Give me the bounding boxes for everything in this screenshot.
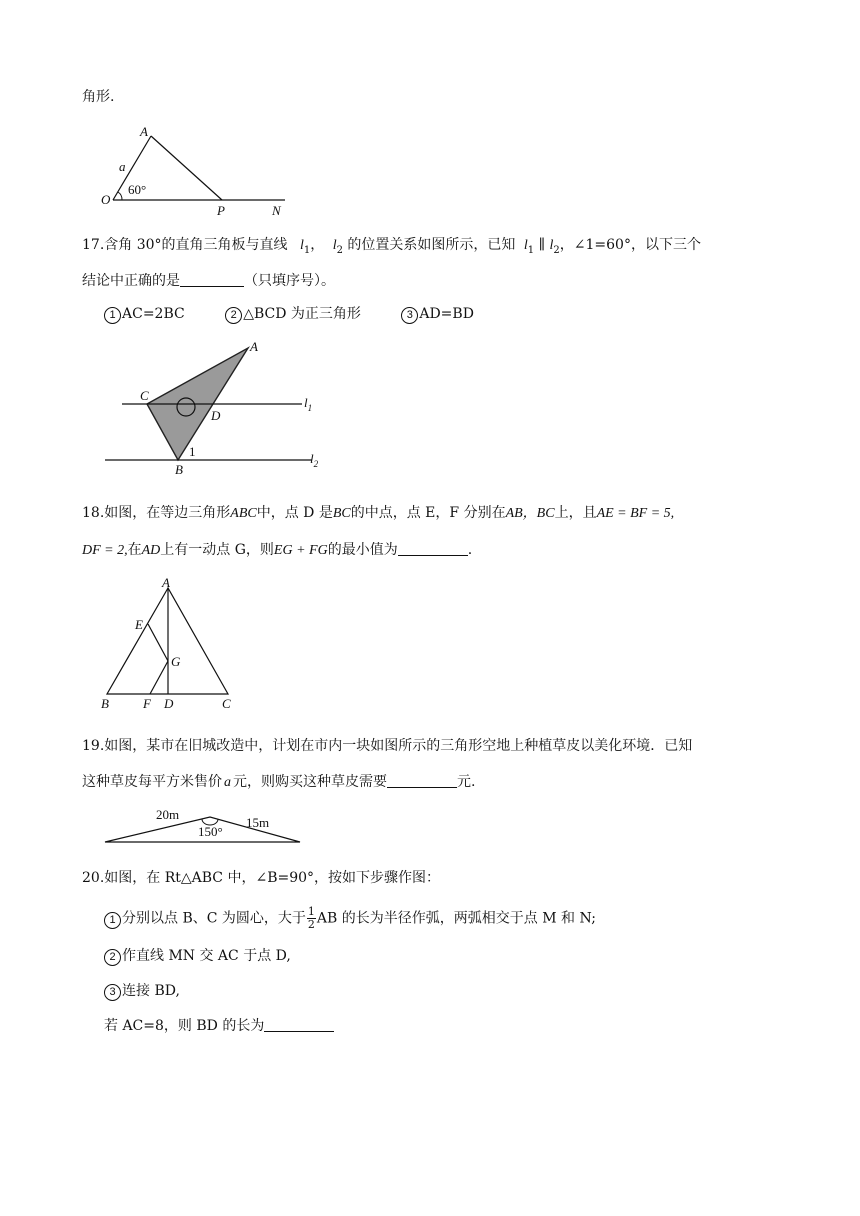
q19-line-1: [82, 737, 692, 755]
q17-parallel-a-sub: 1: [527, 244, 535, 256]
q19-text-3: 元，则购买这种草皮需要: [233, 774, 387, 790]
q17-parallel-b: l: [549, 238, 554, 253]
q17-text-2: 的位置关系如图所示，已知: [347, 237, 516, 253]
fig16-label-angle: 60°: [128, 182, 147, 197]
fig18-label-g: G: [171, 654, 181, 669]
q20-step-1: [104, 906, 596, 931]
q19-number: 19.: [82, 738, 105, 754]
fig19-label-side-2: 15m: [246, 815, 270, 830]
fig16-label-a: A: [140, 124, 148, 139]
q18-number: 18.: [82, 505, 105, 521]
fig17-label-l2: $l_2$: [310, 451, 319, 469]
q18-text-2: 中，点 D 是: [256, 505, 333, 521]
fig16-label-o: O: [101, 192, 111, 207]
q18-ab-bc: AB，BC: [505, 506, 555, 521]
q19-text-2: 这种草皮每平方米售价: [82, 774, 222, 790]
q16-tail: 角形.: [82, 89, 115, 105]
fig17-label-c: C: [140, 388, 149, 403]
option-text: AC=2BC: [122, 306, 185, 322]
figure-18-equilateral-triangle-diagram: [98, 576, 248, 714]
q18-abc: ABC: [230, 506, 257, 521]
fig17-label-a: A: [250, 339, 258, 354]
q18-answer-blank[interactable]: [398, 541, 468, 556]
q18-text: 如图，在等边三角形: [104, 505, 231, 521]
fig17-label-b: B: [175, 462, 183, 477]
q20-step-3-text: 连接 BD,: [122, 983, 180, 999]
circled-number-icon: 1: [104, 307, 121, 324]
q20-number: 20.: [82, 870, 105, 886]
q18-ad: AD: [141, 543, 161, 558]
q17-option-1: [104, 305, 185, 324]
fig16-label-p: P: [217, 203, 225, 218]
q19-price-a: a: [224, 775, 231, 790]
figure-16-angle-diagram: [100, 126, 300, 222]
q17-option-3: [401, 305, 474, 324]
fig16-label-side-a: a: [119, 159, 126, 174]
q20-step-1-text-2: AB 的长为半径作弧，两弧相交于点 M 和 N;: [316, 910, 596, 927]
fig17-label-1: 1: [189, 444, 196, 459]
q17-l1: l: [299, 238, 304, 253]
circled-number-icon: 3: [104, 984, 121, 1001]
fig17-label-l1: $l_1$: [304, 395, 313, 413]
q19-line-2: [82, 773, 475, 792]
fig18-label-e: E: [135, 617, 143, 632]
circled-number-icon: 1: [104, 912, 121, 929]
fig18-label-a: A: [162, 575, 170, 590]
q18-text-3: 的中点，点 E，F 分别在: [350, 505, 506, 521]
q19-answer-blank[interactable]: [387, 773, 457, 788]
q20-step-3: [104, 982, 180, 1001]
q17-l2-sub: 2: [336, 244, 343, 256]
fig18-label-b: B: [101, 696, 109, 711]
q20-step-2: [104, 947, 291, 966]
option-text: AD=BD: [419, 306, 474, 322]
fig18-label-f: F: [143, 696, 151, 711]
fig17-label-d: D: [211, 408, 221, 423]
fig16-label-n: N: [272, 203, 281, 218]
q17-line-1: [82, 236, 701, 260]
q18-expression: EG + FG: [273, 543, 328, 558]
option-text: △BCD 为正三角形: [243, 306, 361, 322]
q19-text-4: 元.: [457, 774, 476, 790]
q17-parallel-b-sub: 2: [553, 244, 560, 256]
q18-text-6: 上有一动点 G，则: [160, 542, 274, 558]
q19-text: 如图，某市在旧城改造中，计划在市内一块如图所示的三角形空地上种植草皮以美化环境．已知: [104, 738, 693, 754]
figure-19-triangle-plot-diagram: [100, 804, 310, 848]
q17-line-2: [82, 272, 335, 290]
q20-last-line: [104, 1017, 334, 1035]
fig19-label-side-1: 20m: [156, 807, 180, 822]
q17-text-3: ，∠1=60°，以下三个: [559, 237, 701, 253]
q18-line-1: [82, 504, 674, 523]
q17-l1-sub: 1: [303, 244, 311, 256]
q18-text-4: 上，且: [554, 505, 597, 521]
q17-options: [104, 305, 510, 324]
circled-number-icon: 3: [401, 307, 418, 324]
q20-step-2-text: 作直线 MN 交 AC 于点 D,: [122, 948, 291, 964]
q18-equation-1: AE = BF = 5,: [596, 506, 675, 521]
q17-parallel-a: l: [523, 238, 528, 253]
q18-text-5: 在: [127, 542, 142, 558]
q17-option-2: [225, 305, 361, 324]
fraction-one-half: $\frac{1}{2}$: [307, 905, 315, 931]
fig19-label-angle: 150°: [198, 824, 223, 839]
q17-answer-blank[interactable]: [180, 272, 244, 287]
q17-number: 17.: [82, 237, 105, 253]
q17-prompt: 结论中正确的是: [82, 273, 180, 289]
fig18-label-d: D: [164, 696, 174, 711]
q20-prompt: 若 AC=8，则 BD 的长为: [104, 1018, 265, 1034]
q20-answer-blank[interactable]: [264, 1017, 334, 1032]
q18-equation-2: DF = 2,: [82, 543, 128, 558]
q20-step-1-text: 分别以点 B、C 为圆心，大于: [122, 910, 306, 927]
q17-parallel-sign: ∥: [534, 237, 550, 253]
circled-number-icon: 2: [225, 307, 242, 324]
figure-17-triangle-ruler-diagram: [100, 338, 330, 478]
q18-text-7: 的最小值为: [327, 542, 398, 558]
circled-number-icon: 2: [104, 949, 121, 966]
q17-comma: ，: [310, 237, 325, 253]
q17-prompt-end: （只填序号）。: [244, 273, 335, 289]
q17-text: 含角 30°的直角三角板与直线: [104, 237, 288, 253]
q20-line-1: [82, 869, 440, 887]
q20-text: 如图，在 Rt△ABC 中，∠B=90°，按如下步骤作图：: [104, 870, 441, 886]
q18-bc: BC: [332, 506, 351, 521]
q18-period: .: [467, 542, 473, 558]
q17-l2: l: [332, 238, 337, 253]
fig18-label-c: C: [222, 696, 231, 711]
q18-line-2: [82, 541, 472, 560]
